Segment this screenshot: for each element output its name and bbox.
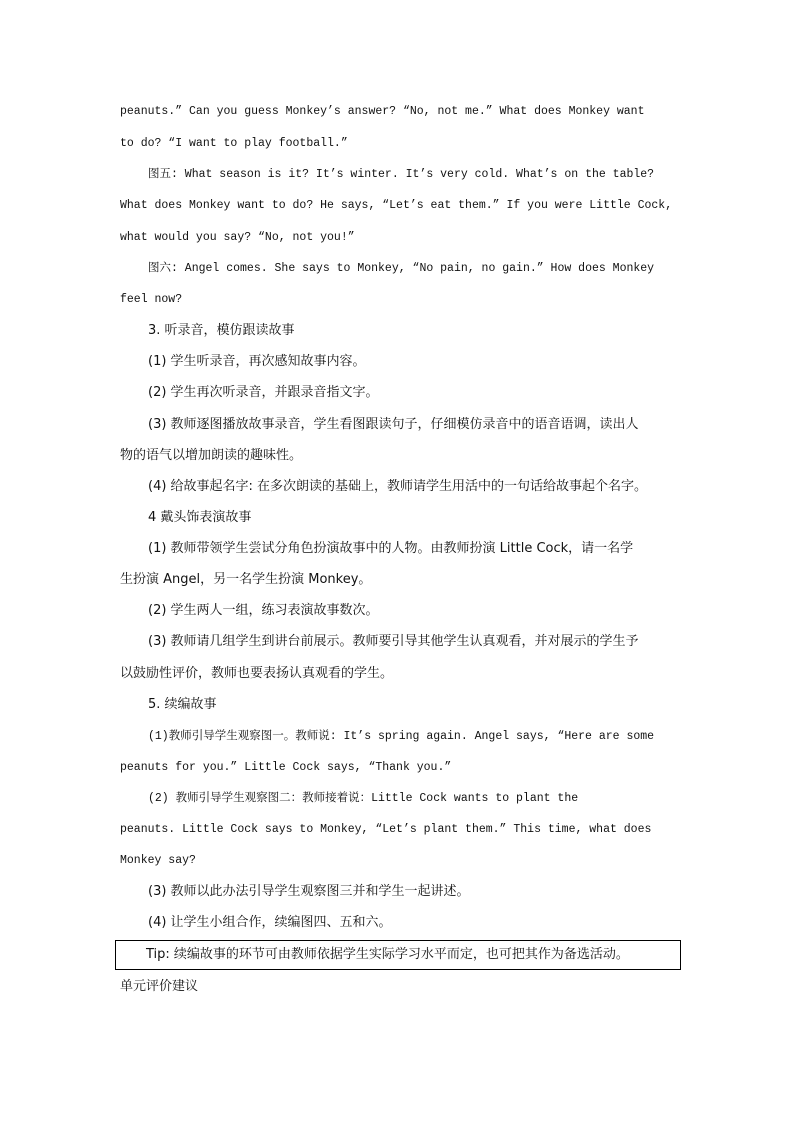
text-line: Monkey say? [120, 854, 196, 867]
text-line: (4) 让学生小组合作，续编图四、五和六。 [148, 915, 392, 930]
text-line: (2) 学生两人一组，练习表演故事数次。 [148, 603, 379, 618]
text-line: peanuts.” Can you guess Monkey’s answer? “No, not me.” What does Monkey want [120, 105, 645, 118]
section-heading: 单元评价建议 [120, 979, 199, 994]
text-line: to do? “I want to play football.” [120, 137, 348, 150]
text-line: (2) 教师引导学生观察图二：教师接着说：Little Cock wants to plant the [148, 792, 579, 805]
tip-box [115, 940, 681, 970]
text-line: What does Monkey want to do? He says, “Let’s eat them.” If you were Little Cock, [120, 199, 673, 212]
text-line: 生扮演 Angel，另一名学生扮演 Monkey。 [120, 572, 372, 587]
text-line: 物的语气以增加朗读的趣味性。 [120, 448, 303, 463]
text-line: (3) 教师请几组学生到讲台前展示。教师要引导其他学生认真观看，并对展示的学生予 [148, 634, 639, 649]
text-line: feel now? [120, 293, 183, 306]
text-line: (3) 教师以此办法引导学生观察图三并和学生一起讲述。 [148, 884, 470, 899]
step-heading: 5. 续编故事 [148, 697, 217, 712]
text-line: (3) 教师逐图播放故事录音，学生看图跟读句子，仔细模仿录音中的语音语调，读出人 [148, 417, 639, 432]
step-heading: 4 戴头饰表演故事 [148, 510, 252, 525]
text-line: what would you say? “No, not you!” [120, 231, 355, 244]
text-line: (4) 给故事起名字: 在多次朗读的基础上，教师请学生用活中的一句话给故事起个名字。 [148, 479, 648, 494]
text-line: (1) 学生听录音，再次感知故事内容。 [148, 354, 366, 369]
text-line: (1)教师引导学生观察图一。教师说: It’s spring again. Angel says, “Here are some [148, 730, 655, 743]
text-line: peanuts. Little Cock says to Monkey, “Let’s plant them.” This time, what does [120, 823, 652, 836]
step-heading: 3. 听录音，模仿跟读故事 [148, 323, 295, 338]
text-line: (2) 学生再次听录音，并跟录音指文字。 [148, 385, 379, 400]
text-line: (1) 教师带领学生尝试分角色扮演故事中的人物。由教师扮演 Little Cock，请一名学 [148, 541, 634, 556]
text-line: peanuts for you.” Little Cock says, “Thank you.” [120, 761, 452, 774]
text-line: 图六: Angel comes. She says to Monkey, “No pain, no gain.” How does Monkey [148, 262, 655, 275]
text-line: 图五: What season is it? It’s winter. It’s very cold. What’s on the table? [148, 168, 655, 181]
tip-text: Tip: 续编故事的环节可由教师依据学生实际学习水平而定，也可把其作为备选活动。 [146, 947, 629, 962]
text-line: 以鼓励性评价，教师也要表扬认真观看的学生。 [120, 666, 394, 681]
